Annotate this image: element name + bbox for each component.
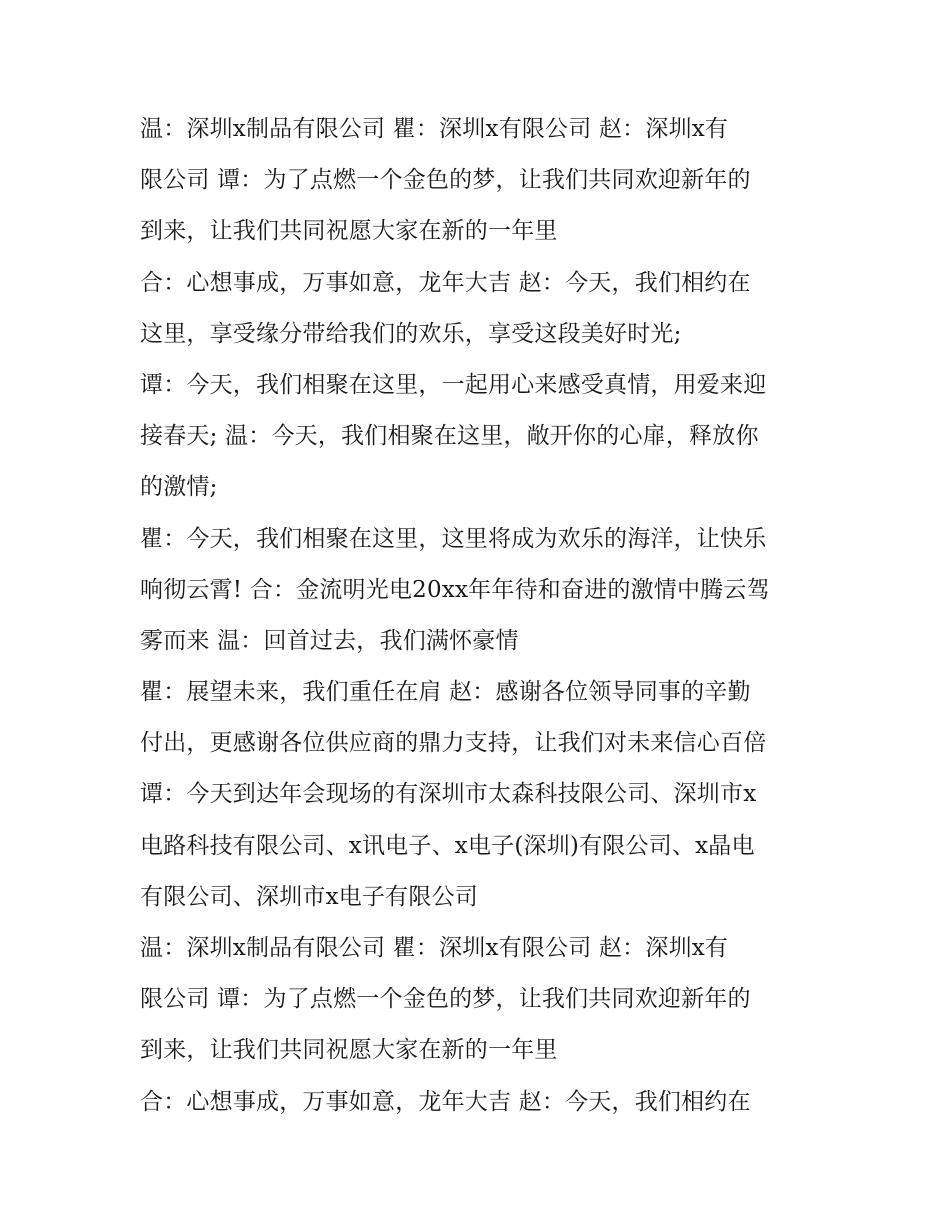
text-line: 到来，让我们共同祝愿大家在新的一年里 <box>140 218 558 245</box>
text-line: 限公司 谭：为了点燃一个金色的梦，让我们共同欢迎新年的 <box>140 986 751 1013</box>
text-line: 响彻云霄! 合：金流明光电20xx年年待和奋进的激情中腾云驾 <box>140 576 770 603</box>
text-line: 这里，享受缘分带给我们的欢乐，享受这段美好时光; <box>140 320 682 347</box>
text-line: 限公司 谭：为了点燃一个金色的梦，让我们共同欢迎新年的 <box>140 167 751 194</box>
text-line: 温：深圳x制品有限公司 瞿：深圳x有限公司 赵：深圳x有 <box>140 116 729 142</box>
text-line: 合：心想事成，万事如意，龙年大吉 赵：今天，我们相约在 <box>140 1088 751 1115</box>
text-line: 谭：今天，我们相聚在这里，一起用心来感受真情，用爱来迎 <box>140 371 767 398</box>
text-line: 的激情; <box>140 474 218 501</box>
text-line: 有限公司、深圳市x电子有限公司 <box>140 883 478 910</box>
text-line: 瞿：展望未来，我们重任在肩 赵：感谢各位领导同事的辛勤 <box>140 679 751 706</box>
text-line: 合：心想事成，万事如意，龙年大吉 赵：今天，我们相约在 <box>140 269 751 296</box>
text-line: 接春天; 温：今天，我们相聚在这里，敞开你的心扉，释放你 <box>140 423 759 450</box>
text-line: 瞿：今天，我们相聚在这里，这里将成为欢乐的海洋，让快乐 <box>140 525 767 552</box>
text-line: 到来，让我们共同祝愿大家在新的一年里 <box>140 1037 558 1064</box>
text-line: 雾而来 温：回首过去，我们满怀豪情 <box>140 627 519 654</box>
text-line: 电路科技有限公司、x讯电子、x电子(深圳)有限公司、x晶电 <box>140 832 755 859</box>
text-line: 谭：今天到达年会现场的有深圳市太森科技限公司、深圳市x <box>140 781 757 808</box>
document-body <box>140 104 820 1128</box>
text-line: 付出，更感谢各位供应商的鼎力支持，让我们对未来信心百倍 <box>140 730 767 757</box>
text-line: 温：深圳x制品有限公司 瞿：深圳x有限公司 赵：深圳x有 <box>140 935 729 961</box>
